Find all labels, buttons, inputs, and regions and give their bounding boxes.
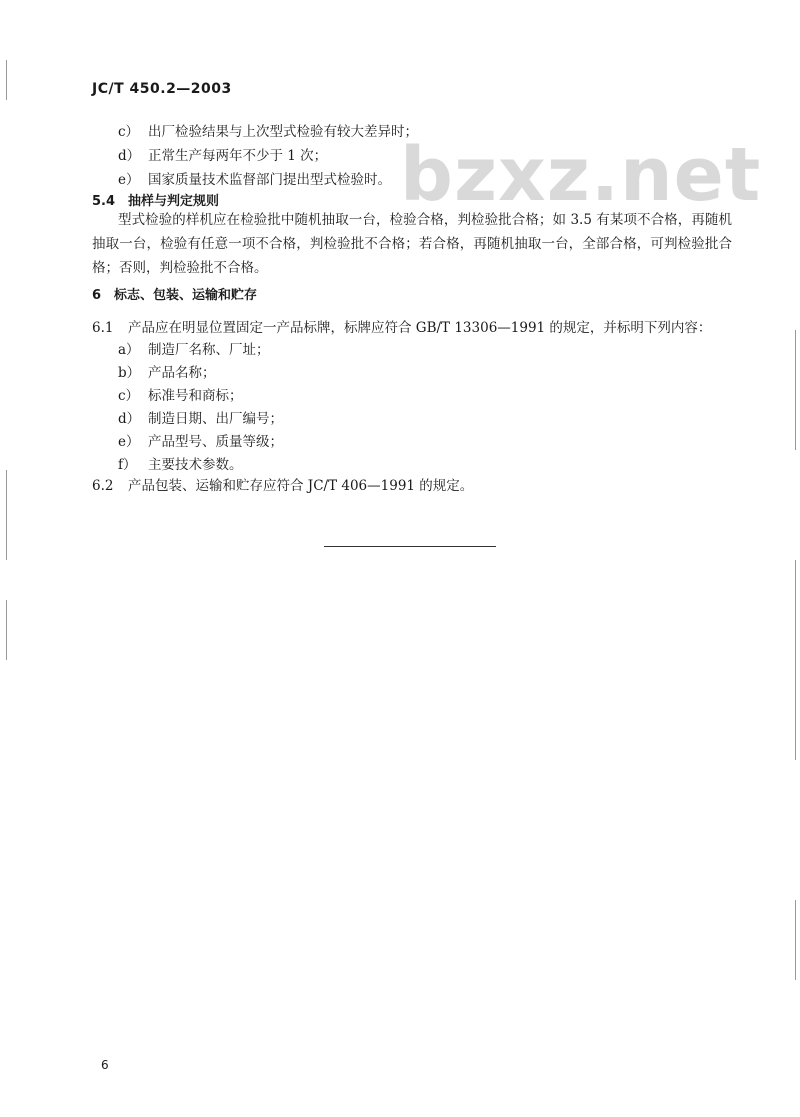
list-item: d） 正常生产每两年不少于 1 次； [118, 148, 328, 164]
watermark-text: bzxz.net [400, 132, 762, 218]
list-item: e） 产品型号、质量等级； [118, 434, 283, 450]
section-6-heading: 6 标志、包装、运输和贮存 [92, 288, 258, 303]
scan-edge-mark [6, 470, 7, 560]
list-item: f） 主要技术参数。 [118, 457, 243, 473]
list-item: c） 标准号和商标； [118, 388, 243, 404]
list-item: c） 出厂检验结果与上次型式检验有较大差异时； [118, 124, 418, 140]
end-of-text-rule [324, 546, 496, 547]
document-code-header: JC/T 450.2—2003 [92, 81, 232, 97]
scan-edge-mark [6, 60, 7, 100]
section-5-4-body: 型式检验的样机应在检验批中随机抽取一台，检验合格，判检验批合格；如 3.5 有某项不合格，再随机抽取一台，检验有任意一项不合格，判检验批不合格；若合格，再随机抽取一台，全部合格，可判检验批合格；否则，判检验批不合格。 [92, 212, 732, 276]
scan-edge-mark [795, 330, 796, 450]
list-item: e） 国家质量技术监督部门提出型式检验时。 [118, 172, 391, 188]
section-6-2-text: 6.2 产品包装、运输和贮存应符合 JC/T 406—1991 的规定。 [92, 478, 474, 494]
list-item: b） 产品名称； [118, 365, 216, 381]
section-6-1-text: 6.1 产品应在明显位置固定一产品标牌，标牌应符合 GB/T 13306—1991 的规定，并标明下列内容： [92, 320, 712, 336]
page-number: 6 [101, 1058, 109, 1072]
scan-edge-mark [795, 900, 796, 980]
list-item: d） 制造日期、出厂编号； [118, 411, 283, 427]
list-item: a） 制造厂名称、厂址； [118, 342, 270, 358]
section-5-4-heading: 5.4 抽样与判定规则 [92, 194, 220, 209]
scan-edge-mark [6, 600, 7, 660]
scan-edge-mark [795, 560, 796, 760]
